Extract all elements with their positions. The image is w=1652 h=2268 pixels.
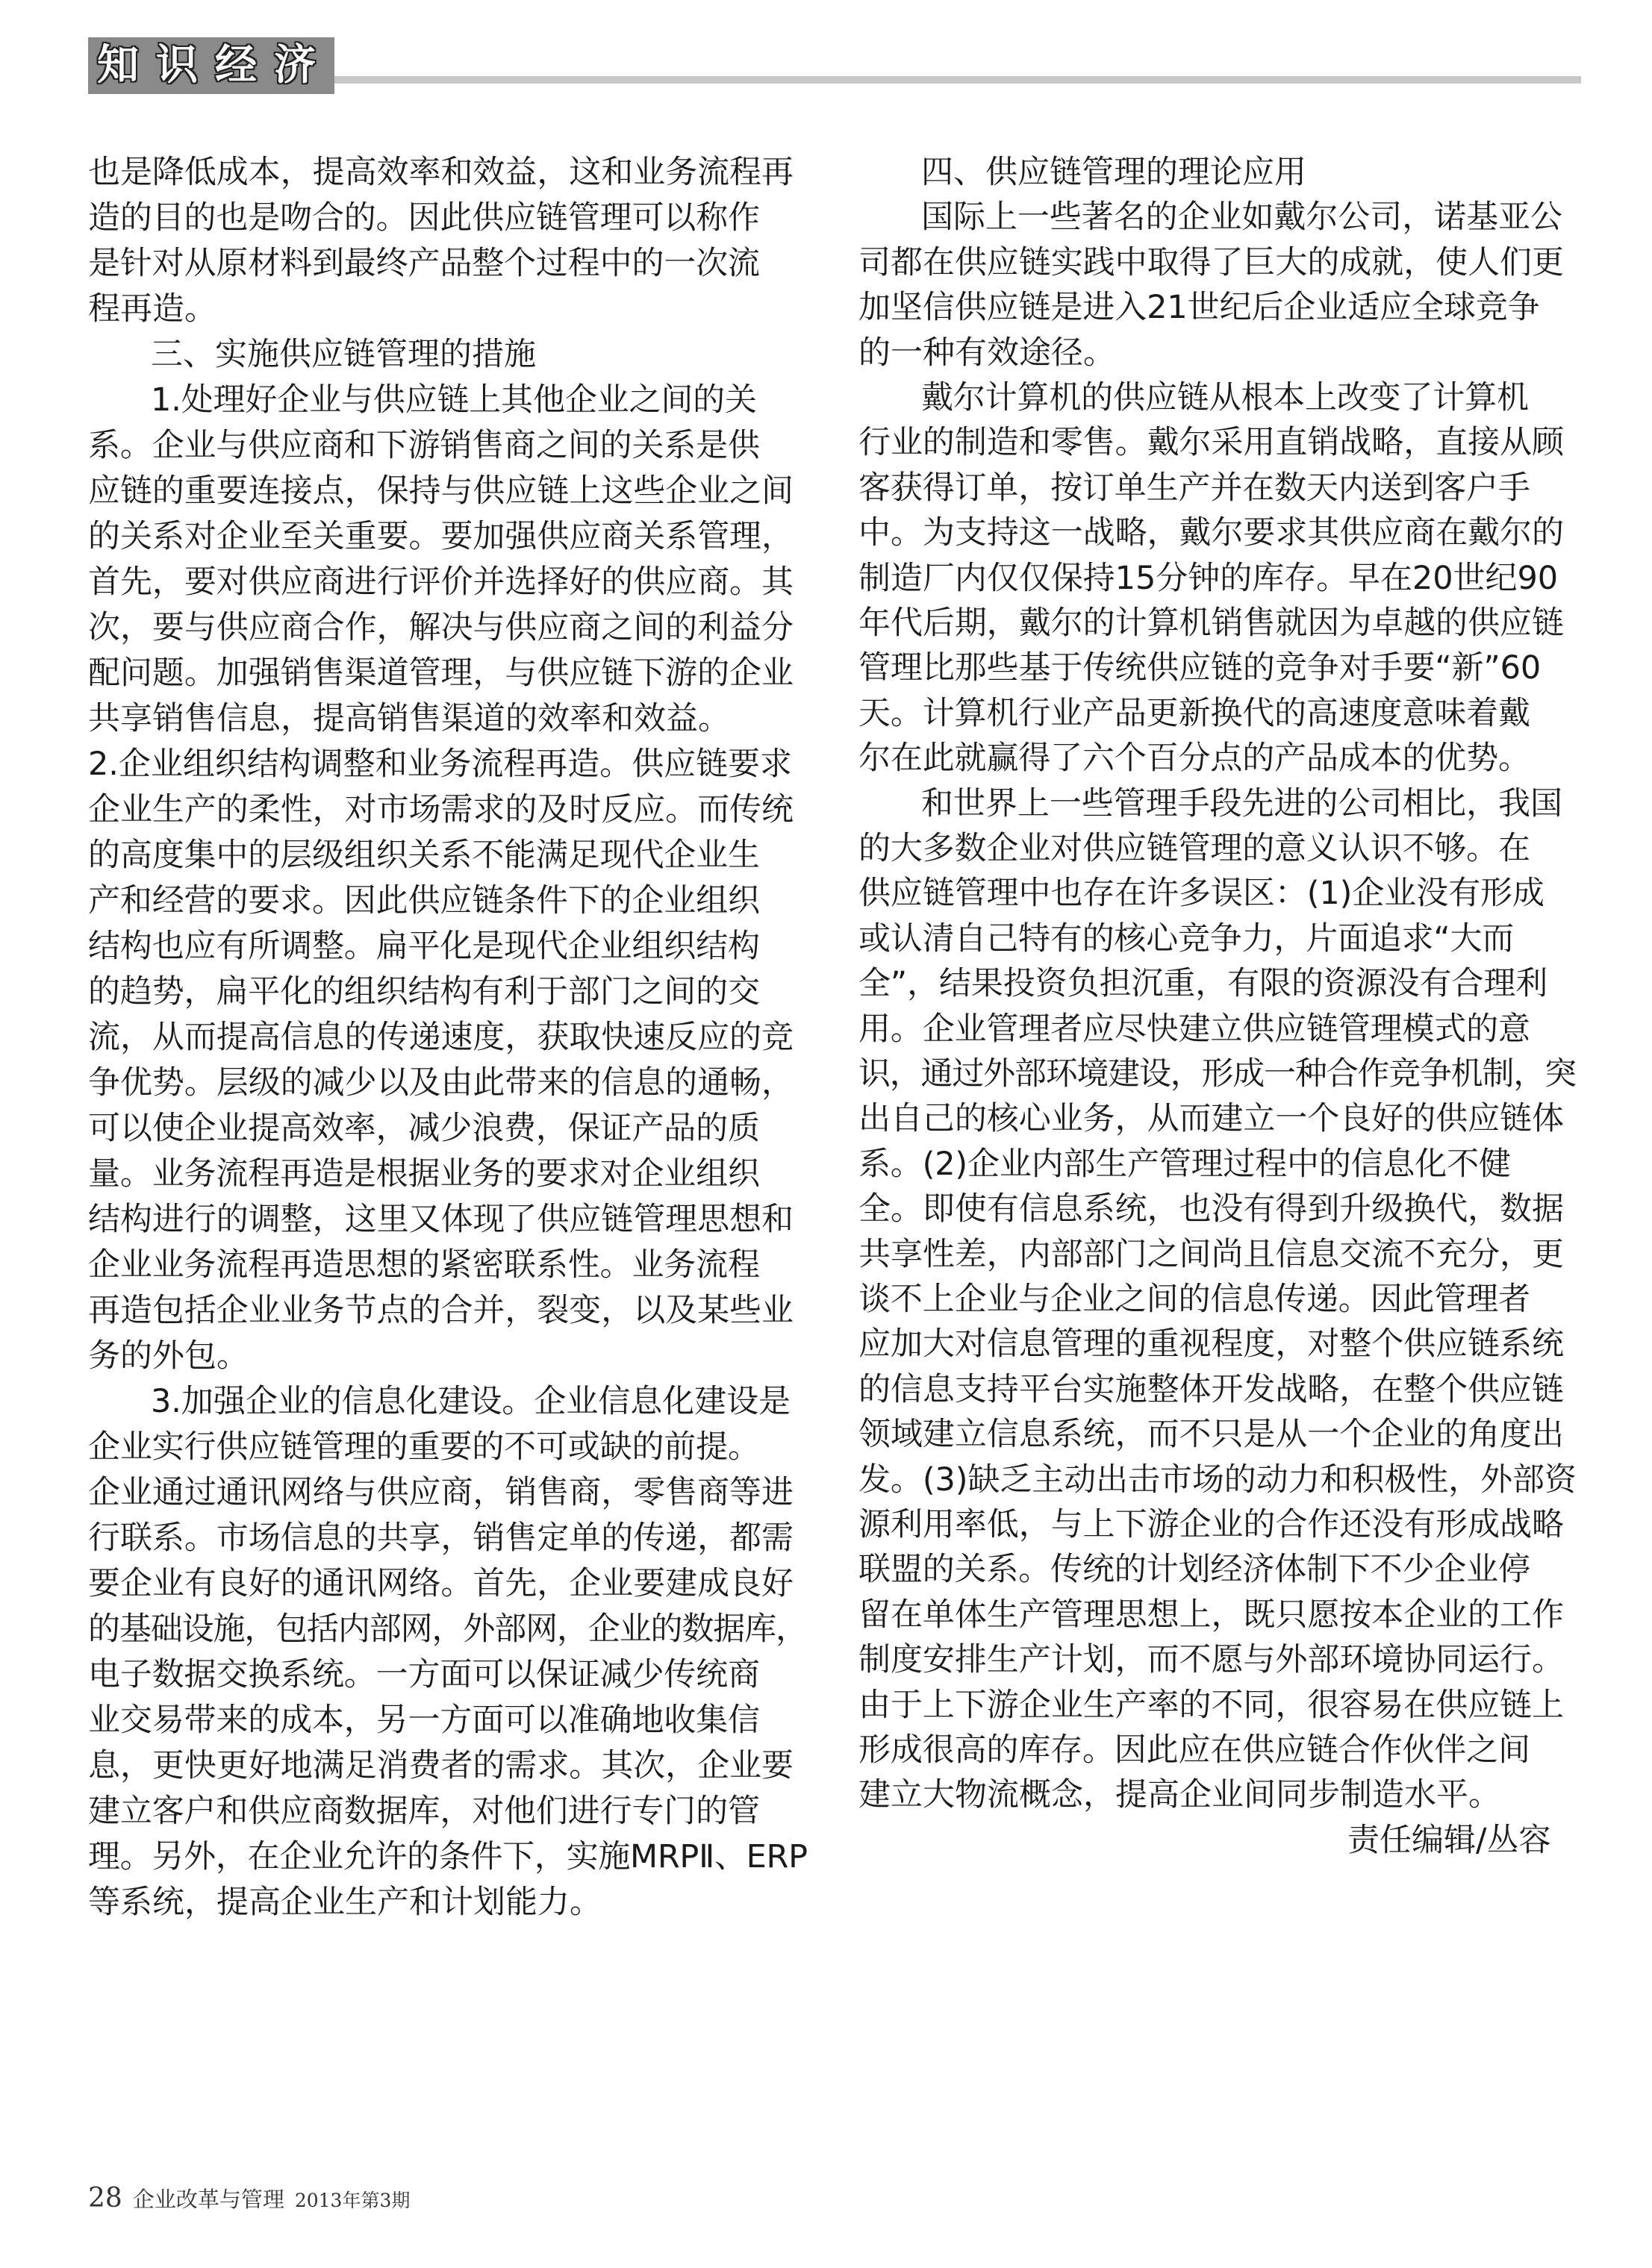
- text-line: 共享销售信息，提高销售渠道的效率和效益。: [88, 700, 730, 737]
- text-line: 理。另外，在企业允许的条件下，实施MRPⅡ、ERP: [88, 1838, 808, 1875]
- text-line: 建立大物流概念，提高企业间同步制造水平。: [858, 1776, 1500, 1814]
- text-line: 领域建立信息系统，而不只是从一个企业的角度出: [858, 1416, 1564, 1453]
- text-line: 息，更快更好地满足消费者的需求。其次，企业要: [88, 1747, 794, 1784]
- text-line: 司都在供应链实践中取得了巨大的成就，使人们更: [858, 244, 1564, 281]
- text-line: 全。即使有信息系统，也没有得到升级换代，数据: [858, 1190, 1564, 1228]
- text-line: 1.处理好企业与供应链上其他企业之间的关: [151, 381, 757, 419]
- text-line: 全”，结果投资负担沉重，有限的资源没有合理利: [858, 965, 1548, 1002]
- text-line: 配问题。加强销售渠道管理，与供应链下游的企业: [88, 655, 794, 692]
- text-line: 共享性差，内部部门之间尚且信息交流不充分，更: [858, 1236, 1564, 1273]
- text-line: 制度安排生产计划，而不愿与外部环境协同运行。: [858, 1641, 1564, 1678]
- text-line: 流，从而提高信息的传递速度，获取快速反应的竞: [88, 1019, 794, 1056]
- header-rule: [334, 76, 1581, 84]
- text-line: 2.企业组织结构调整和业务流程再造。供应链要求: [88, 746, 792, 783]
- text-line: 加坚信供应链是进入21世纪后企业适应全球竞争: [858, 289, 1540, 326]
- text-line: 电子数据交换系统。一方面可以保证减少传统商: [88, 1656, 760, 1693]
- text-line: 或认清自己特有的核心竞争力，片面追求“大而: [858, 920, 1515, 958]
- text-line: 次，要与供应商合作，解决与供应商之间的利益分: [88, 609, 794, 646]
- text-line: 的高度集中的层级组织关系不能满足现代企业生: [88, 837, 760, 874]
- text-line: 出自己的核心业务，从而建立一个良好的供应链体: [858, 1100, 1564, 1137]
- text-line: 的信息支持平台实施整体开发战略，在整个供应链: [858, 1371, 1564, 1408]
- text-line: 发。(3)缺乏主动出击市场的动力和积极性，外部资: [858, 1461, 1577, 1499]
- text-line: 企业实行供应链管理的重要的不可或缺的前提。: [88, 1428, 760, 1466]
- text-line: 的一种有效途径。: [858, 334, 1115, 372]
- column-title-char: 知: [97, 41, 139, 90]
- text-line: 企业生产的柔性，对市场需求的及时反应。而传统: [88, 791, 794, 828]
- text-line: 也是降低成本，提高效率和效益，这和业务流程再: [88, 154, 794, 191]
- text-line: 可以使企业提高效率，减少浪费，保证产品的质: [88, 1110, 760, 1147]
- text-line: 供应链管理中也存在许多误区：(1)企业没有形成: [858, 875, 1545, 912]
- column-title-char: 识: [156, 41, 198, 90]
- text-line: 再造包括企业业务节点的合并，裂变，以及某些业: [88, 1292, 794, 1329]
- text-line: 联盟的关系。传统的计划经济体制下不少企业停: [858, 1551, 1530, 1588]
- text-line: 的大多数企业对供应链管理的意义认识不够。在: [858, 830, 1530, 867]
- text-line: 企业业务流程再造思想的紧密联系性。业务流程: [88, 1246, 760, 1284]
- text-line: 的关系对企业至关重要。要加强供应商关系管理，: [88, 518, 794, 555]
- text-line: 应链的重要连接点，保持与供应链上这些企业之间: [88, 472, 794, 510]
- text-line: 的趋势，扁平化的组织结构有利于部门之间的交: [88, 973, 760, 1010]
- text-line: 中。为支持这一战略，戴尔要求其供应商在戴尔的: [858, 514, 1564, 552]
- page-footer: [88, 2184, 410, 2214]
- text-line: 尔在此就赢得了六个百分点的产品成本的优势。: [858, 740, 1530, 777]
- text-line: 是针对从原材料到最终产品整个过程中的一次流: [88, 245, 760, 282]
- text-line: 和世界上一些管理手段先进的公司相比，我国: [921, 785, 1562, 822]
- text-line: 建立客户和供应商数据库，对他们进行专门的管: [88, 1793, 760, 1830]
- column-title-char: 经: [215, 41, 257, 90]
- text-line: 行联系。市场信息的共享，销售定单的传递，都需: [88, 1519, 794, 1557]
- text-line: 应加大对信息管理的重视程度，对整个供应链系统: [858, 1325, 1564, 1363]
- text-line: 戴尔计算机的供应链从根本上改变了计算机: [921, 379, 1529, 416]
- text-line: 造的目的也是吻合的。因此供应链管理可以称作: [88, 199, 760, 237]
- text-line: 首先，要对供应商进行评价并选择好的供应商。其: [88, 563, 794, 601]
- text-line: 的基础设施，包括内部网，外部网，企业的数据库，: [88, 1611, 807, 1648]
- text-line: 结构也应有所调整。扁平化是现代企业组织结构: [88, 928, 760, 965]
- text-line: 系。(2)企业内部生产管理过程中的信息化不健: [858, 1146, 1511, 1183]
- text-line: 3.加强企业的信息化建设。企业信息化建设是: [151, 1383, 791, 1420]
- text-line: 由于上下游企业生产率的不同，很容易在供应链上: [858, 1687, 1564, 1724]
- text-line: 产和经营的要求。因此供应链条件下的企业组织: [88, 882, 760, 919]
- text-line: 形成很高的库存。因此应在供应链合作伙伴之间: [858, 1731, 1530, 1769]
- text-line: 客获得订单，按订单生产并在数天内送到客户手: [858, 469, 1530, 507]
- editor-credit: 责任编辑/丛容: [1347, 1822, 1551, 1859]
- text-line: 程再造。: [88, 290, 216, 328]
- text-line: 留在单体生产管理思想上，既只愿按本企业的工作: [858, 1596, 1564, 1634]
- text-line: 天。计算机行业产品更新换代的高速度意味着戴: [858, 695, 1530, 732]
- text-line: 制造厂内仅仅保持15分钟的库存。早在20世纪90: [858, 560, 1559, 597]
- text-line: 系。企业与供应商和下游销售商之间的关系是供: [88, 427, 760, 464]
- issue-label: 2013年第3期: [294, 2190, 411, 2211]
- text-line: 管理比那些基于传统供应链的竞争对手要“新”60: [858, 649, 1542, 687]
- text-line: 国际上一些著名的企业如戴尔公司，诺基亚公: [921, 199, 1562, 236]
- text-line: 务的外包。: [88, 1337, 249, 1375]
- text-line: 用。企业管理者应尽快建立供应链管理模式的意: [858, 1010, 1530, 1048]
- text-line: 谈不上企业与企业之间的信息传递。因此管理者: [858, 1281, 1530, 1318]
- text-line: 量。业务流程再造是根据业务的要求对企业组织: [88, 1155, 760, 1193]
- text-line: 四、供应链管理的理论应用: [921, 154, 1306, 191]
- magazine-name: 企业改革与管理: [132, 2187, 284, 2212]
- text-line: 行业的制造和零售。戴尔采用直销战略，直接从顾: [858, 424, 1564, 461]
- text-line: 三、实施供应链管理的措施: [151, 336, 536, 373]
- page-number: 28: [88, 2183, 122, 2214]
- text-line: 业交易带来的成本，另一方面可以准确地收集信: [88, 1702, 760, 1739]
- text-line: 年代后期，戴尔的计算机销售就因为卓越的供应链: [858, 605, 1564, 642]
- text-line: 企业通过通讯网络与供应商，销售商，零售商等进: [88, 1474, 794, 1511]
- text-line: 识，通过外部环境建设，形成一种合作竞争机制，突: [858, 1055, 1576, 1093]
- text-line: 源利用率低，与上下游企业的合作还没有形成战略: [858, 1506, 1564, 1543]
- text-line: 争优势。层级的减少以及由此带来的信息的通畅，: [88, 1064, 794, 1102]
- text-line: 要企业有良好的通讯网络。首先，企业要建成良好: [88, 1565, 794, 1602]
- column-title-char: 济: [274, 41, 316, 90]
- text-line: 等系统，提高企业生产和计划能力。: [88, 1884, 602, 1921]
- text-line: 结构进行的调整，这里又体现了供应链管理思想和: [88, 1201, 794, 1238]
